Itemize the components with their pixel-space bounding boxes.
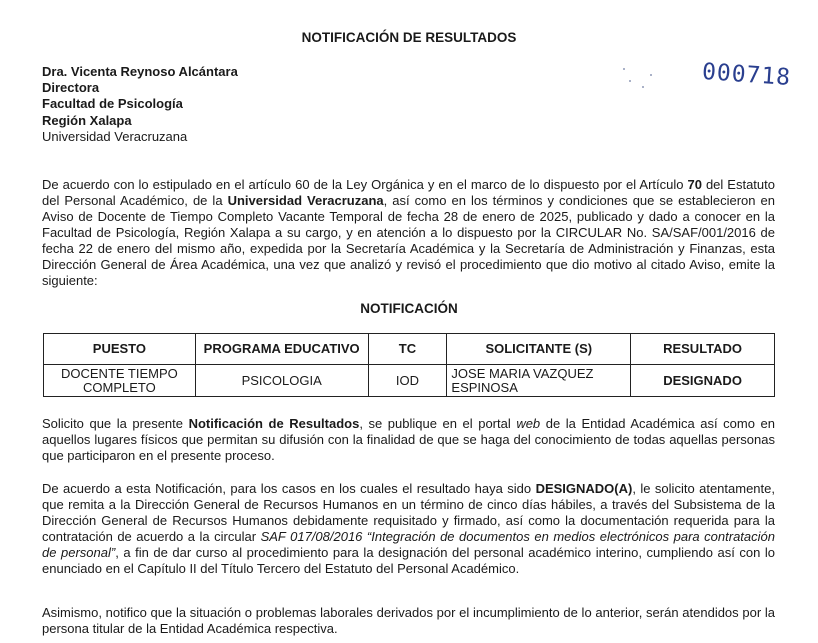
para2-bold: Notificación de Resultados xyxy=(188,416,360,431)
para3-text-1: De acuerdo a esta Notificación, para los casos en los cuales el resultado haya sido xyxy=(42,481,536,496)
section-heading: NOTIFICACIÓN xyxy=(360,301,458,316)
intro-text-1: De acuerdo con lo estipulado en el artículo 60 de la Ley Orgánica y en el marco de lo dispuesto por el Artículo xyxy=(42,177,688,192)
addressee-region: Región Xalapa xyxy=(42,112,132,128)
cell-resultado: DESIGNADO xyxy=(631,365,775,397)
header-programa: PROGRAMA EDUCATIVO xyxy=(195,334,368,365)
intro-article-number: 70 xyxy=(687,177,702,192)
header-solicitante: SOLICITANTE (S) xyxy=(447,334,631,365)
addressee-role: Directora xyxy=(42,80,100,96)
intro-university: Universidad Veracruzana xyxy=(227,193,384,208)
addressee-name: Dra. Vicenta Reynoso Alcántara xyxy=(42,64,238,79)
intro-paragraph xyxy=(42,177,775,289)
addressee-faculty: Facultad de Psicología xyxy=(42,96,183,112)
scan-artifact xyxy=(620,66,656,92)
folio-stamp: 000718 xyxy=(701,58,792,92)
para3-italic: SAF 017/08/2016 “Integración de documentos en medios electrónicos para contratación de personal” xyxy=(42,529,775,560)
header-puesto: PUESTO xyxy=(44,334,196,365)
results-table xyxy=(43,333,775,397)
para2-text-2: , se publique en el portal xyxy=(359,416,517,431)
intro-text-3: , así como en los términos y condiciones que se establecieron en Aviso de Docente de Tiempo Completo Vacante Temporal de fecha 28 de enero de 2025, publicado y dado a conocer en la Facultad de Psicología, Región Xalapa a su cargo, y en atención a lo dispuesto por la CIRCULAR No. SA/SAF/001/2016 de fecha 22 de enero del mismo año, expedida por la Secretaría Académica y la Secretaría de Administración y Finanzas, esta Dirección General de Área Académica, una vez que analizó y revisó el procedimiento que dio motivo al citado Aviso, emite la siguiente: xyxy=(42,193,775,288)
closing-paragraph xyxy=(42,605,775,637)
para3-text-3: , a fin de dar curso al procedimiento para la designación del personal académico interino, cumpliendo así con lo enunciado en el Capítulo II del Título Tercero del Estatuto del Personal Académico. xyxy=(42,545,775,576)
para2-text-1: Solicito que la presente xyxy=(42,416,189,431)
para2-text-3: de la Entidad Académica así como en aquellos lugares físicos que permitan su difusión con la finalidad de que se haga del conocimiento de todas aquellas personas que participaron en el presente proceso. xyxy=(42,416,775,463)
para3-bold: DESIGNADO(A) xyxy=(535,481,633,496)
designation-paragraph xyxy=(42,481,775,577)
addressee-institution: Universidad Veracruzana xyxy=(42,128,188,144)
cell-programa: PSICOLOGIA xyxy=(195,365,368,397)
cell-solicitante: JOSE MARIA VAZQUEZ ESPINOSA xyxy=(447,365,631,397)
intro-text-2: del Estatuto del Personal Académico, de la xyxy=(42,177,775,208)
para3-text-2: , le solicito atentamente, que remita a la Dirección General de Recursos Humanos en un término de cinco días hábiles, a través del Subsistema de la Dirección General de Recursos Humanos debidamente requisitado y firmado, así como la documentación requerida para la contratación de acuerdo a la circular xyxy=(42,481,775,544)
document-title: NOTIFICACIÓN DE RESULTADOS xyxy=(301,30,517,45)
para4-text: Asimismo, notifico que la situación o problemas laborales derivados por el incumplimiento de lo anterior, serán atendidos por la persona titular de la Entidad Académica respectiva. xyxy=(42,605,775,636)
table-row xyxy=(44,365,775,397)
cell-puesto: DOCENTE TIEMPO COMPLETO xyxy=(44,365,196,397)
header-resultado: RESULTADO xyxy=(631,334,775,365)
cell-tc: IOD xyxy=(368,365,447,397)
publication-paragraph xyxy=(42,416,775,464)
table-header-row xyxy=(44,334,775,365)
para2-italic: web xyxy=(516,416,541,431)
addressee-block xyxy=(42,64,238,145)
header-tc: TC xyxy=(368,334,447,365)
